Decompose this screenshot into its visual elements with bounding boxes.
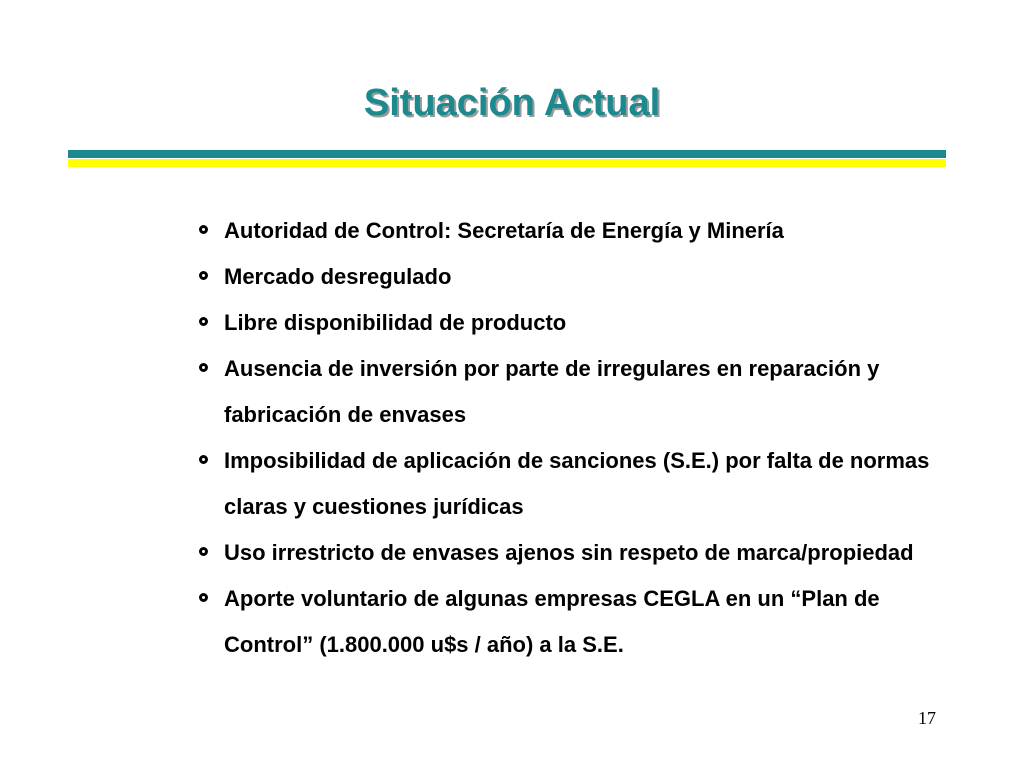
bullet-text: Ausencia de inversión por parte de irregulares en reparación y fabricación de envases [224, 356, 880, 427]
bullet-item [196, 530, 936, 576]
title-divider-teal [68, 150, 946, 158]
bullet-item [196, 346, 936, 438]
bullet-item [196, 208, 936, 254]
bullet-text: Mercado desregulado [224, 264, 452, 289]
title-divider-yellow [68, 159, 946, 167]
bullet-dot-icon [199, 225, 208, 234]
bullet-dot-icon [199, 363, 208, 372]
bullet-dot-icon [199, 317, 208, 326]
slide-title: Situación Actual [363, 82, 661, 124]
bullet-item [196, 576, 936, 668]
bullet-dot-icon [199, 593, 208, 602]
bullet-text: Libre disponibilidad de producto [224, 310, 567, 335]
bullet-dot-icon [199, 271, 208, 280]
bullet-text: Aporte voluntario de algunas empresas CEGLA en un “Plan de Control” (1.800.000 u$s / año) a la S.E. [224, 586, 880, 657]
bullet-text: Imposibilidad de aplicación de sanciones (S.E.) por falta de normas claras y cuestiones jurídicas [224, 448, 930, 519]
page-number: 17 [918, 708, 936, 728]
bullet-dot-icon [199, 455, 208, 464]
bullet-list [196, 208, 936, 668]
bullet-dot-icon [199, 547, 208, 556]
bullet-item [196, 438, 936, 530]
bullet-item [196, 254, 936, 300]
bullet-text: Autoridad de Control: Secretaría de Energía y Minería [224, 218, 784, 243]
bullet-item [196, 300, 936, 346]
bullet-text: Uso irrestricto de envases ajenos sin respeto de marca/propiedad [224, 540, 914, 565]
